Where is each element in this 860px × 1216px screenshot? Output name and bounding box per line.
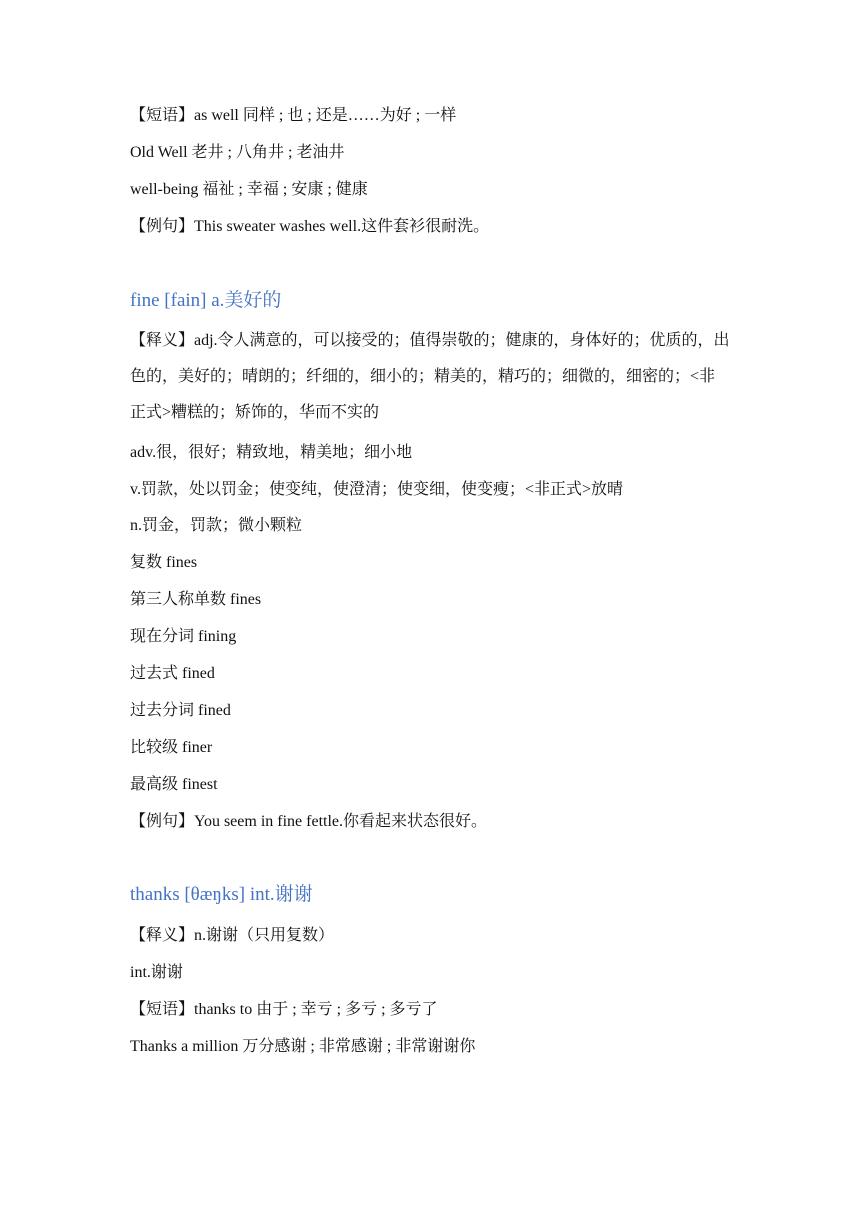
definition-paragraph: 【释义】adj.令人满意的，可以接受的；值得崇敬的；健康的，身体好的；优质的，出色的，美好的；晴朗的；纤细的，细小的；精美的，精巧的；细微的，细密的；<非正式>糟糕的；矫饰的，华而不实的 [130, 332, 730, 421]
phrase-line: 【短语】as well 同样 ; 也 ; 还是……为好 ; 一样 [130, 107, 457, 124]
entry-heading-fine: fine [fain] a.美好的 [130, 290, 282, 311]
definition-line: n.罚金，罚款；微小颗粒 [130, 517, 303, 534]
definition-line: int.谢谢 [130, 964, 183, 981]
word-form: 复数 fines [130, 554, 198, 571]
definition-line: adv.很，很好；精致地，精美地；细小地 [130, 444, 413, 461]
word-form: 最高级 finest [130, 776, 218, 793]
example-sentence: 【例句】You seem in fine fettle.你看起来状态很好。 [130, 813, 488, 830]
definition-line: 【释义】n.谢谢（只用复数） [130, 927, 335, 944]
word-form: 比较级 finer [130, 739, 213, 756]
phrase-line: Old Well 老井 ; 八角井 ; 老油井 [130, 144, 345, 161]
phrase-line: Thanks a million 万分感谢 ; 非常感谢 ; 非常谢谢你 [130, 1038, 476, 1055]
phrase-line: 【短语】thanks to 由于 ; 幸亏 ; 多亏 ; 多亏了 [130, 1001, 438, 1018]
entry-heading-thanks: thanks [θæŋks] int.谢谢 [130, 884, 313, 905]
definition-line: v.罚款，处以罚金；使变纯，使澄清；使变细，使变瘦；<非正式>放晴 [130, 481, 624, 498]
phrase-line: well-being 福祉 ; 幸福 ; 安康 ; 健康 [130, 181, 368, 198]
word-form: 过去式 fined [130, 665, 215, 682]
word-form: 现在分词 fining [130, 628, 237, 645]
example-sentence: 【例句】This sweater washes well.这件套衫很耐洗。 [130, 218, 490, 235]
word-form: 第三人称单数 fines [130, 591, 262, 608]
word-form: 过去分词 fined [130, 702, 231, 719]
